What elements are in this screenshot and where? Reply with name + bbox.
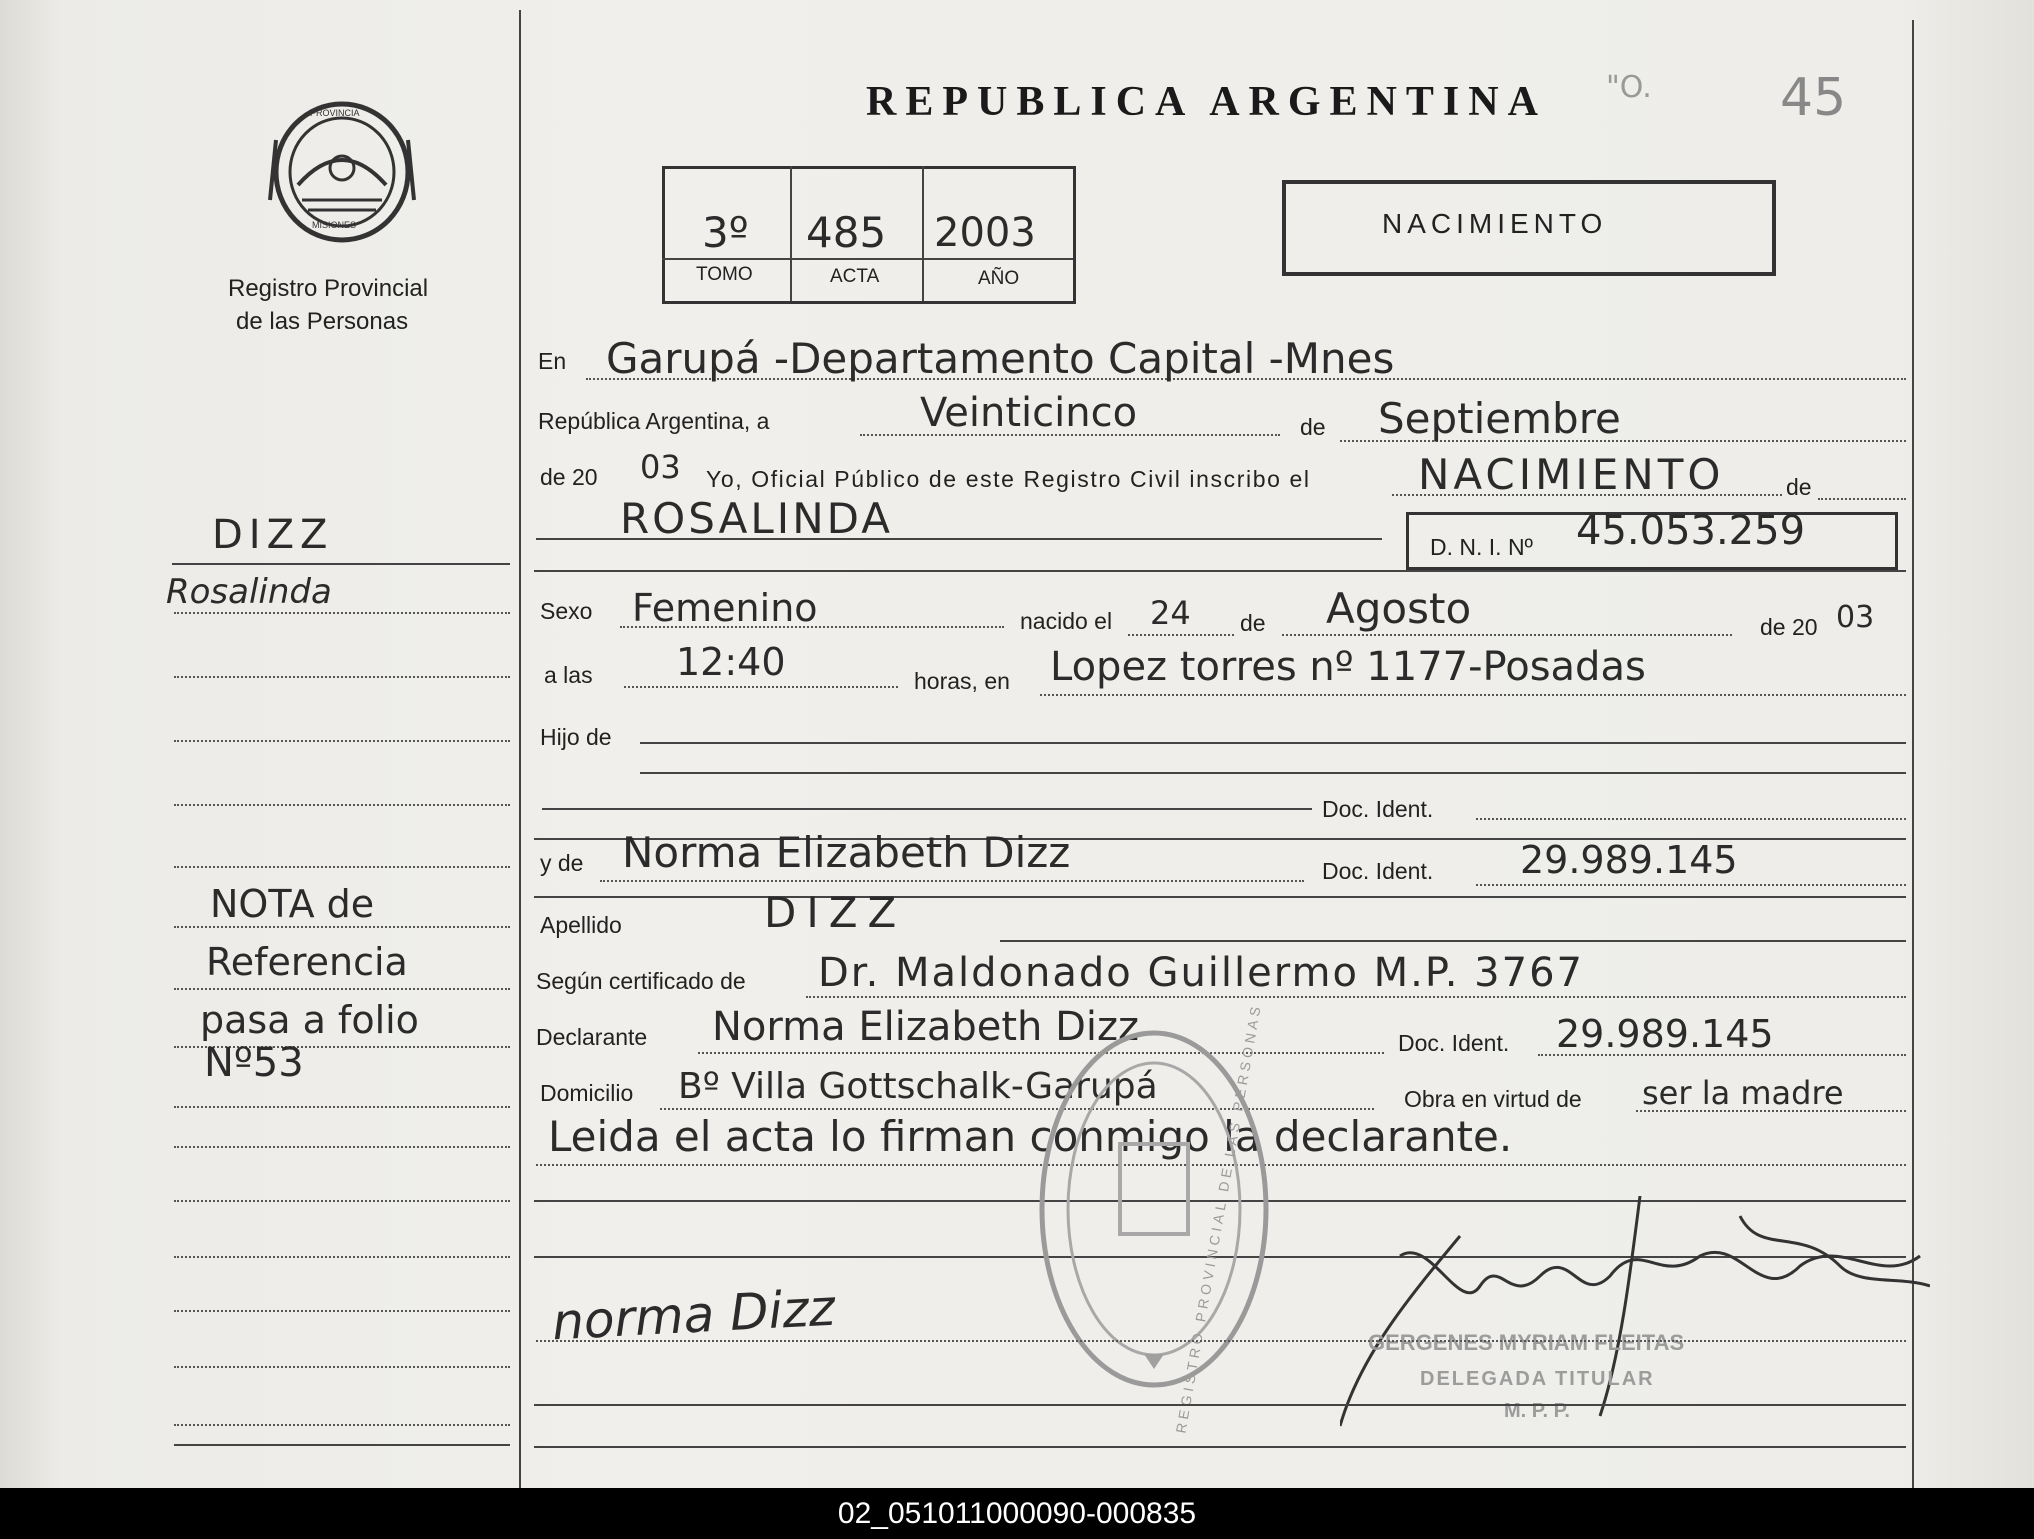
margin-line-16 [174,1424,510,1426]
birth-time: 12:40 [676,640,786,684]
margin-note-line4: Nº53 [204,1040,304,1086]
inscribo-tail-line [1818,498,1906,500]
acta-label: ACTA [830,266,880,287]
registry-name-line2: de las Personas [236,308,409,335]
tomo-label: TOMO [696,264,753,285]
margin-note-line3: pasa a folio [200,998,419,1042]
corner-number: 45 [1780,68,1847,128]
hijo-line-2 [640,772,1906,774]
declarante-label: Declarante [536,1024,648,1050]
margin-line-3 [174,676,510,678]
dni-value: 45.053.259 [1576,508,1806,554]
birth-year: 03 [1836,600,1875,635]
father-doc-line [1476,818,1906,820]
doc-ident-label-2: Doc. Ident. [1322,858,1434,884]
margin-rule-bottom [174,1444,510,1446]
republica-label: República Argentina, a [538,408,770,434]
birth-month-line [1282,634,1732,636]
margin-rule-1 [172,563,510,565]
apellido-value: DIZZ [764,888,907,937]
stamp-name: GERGENES MYRIAM FLEITAS [1368,1330,1685,1355]
sexo-label: Sexo [540,598,593,624]
signature-line-1 [536,1340,1906,1342]
margin-given-name: Rosalinda [166,572,332,612]
margin-surname: DIZZ [212,512,334,558]
margin-line-8 [174,988,510,990]
registered-name: ROSALINDA [620,494,893,543]
declarant-signature: norma Dizz [550,1278,837,1352]
time-line [624,686,898,688]
left-divider [519,10,521,1488]
round-stamp-text: REGISTRO PROVINCIAL DE LAS PERSONAS [1172,1001,1265,1435]
sexo-value: Femenino [632,586,818,630]
margin-line-4 [174,740,510,742]
registration-day: Veinticinco [920,390,1138,436]
seal-top-text: PROVINCIA [310,108,360,118]
birth-year-prefix: de 20 [1760,614,1818,640]
record-box-divider-1 [790,166,792,301]
hijo-label: Hijo de [540,724,612,750]
corner-mark: "O. [1606,70,1652,105]
acta-value: 485 [806,208,887,257]
yde-label: y de [540,850,584,876]
father-line [542,808,1312,810]
registration-month: Septiembre [1378,394,1621,443]
obra-label: Obra en virtud de [1404,1086,1582,1112]
dni-label: D. N. I. Nº [1430,534,1533,560]
official-signature-icon [1340,1196,1930,1436]
de-label-3: de [1240,610,1266,636]
margin-line-6 [174,866,510,868]
file-id-footer: 02_051011000090-000835 [0,1488,2034,1539]
registration-year: 03 [640,448,681,486]
de-label-1: de [1300,414,1326,440]
ano-label: AÑO [978,268,1020,289]
birth-month: Agosto [1326,584,1472,633]
year-prefix: de 20 [540,464,598,490]
birth-day-line [1128,634,1234,636]
margin-line-14 [174,1310,510,1312]
horas-label: horas, en [914,668,1010,694]
domicilio-label: Domicilio [540,1080,634,1106]
en-label: En [538,348,567,374]
mother-line [600,880,1304,882]
margin-line-5 [174,804,510,806]
margin-line-7 [174,926,510,928]
leida-text: Leida el acta lo firman conmigo la declarante. [548,1112,1513,1161]
seal-bottom-text: MISIONES [312,220,357,230]
certificado-label: Según certificado de [536,968,746,994]
stamp-title: DELEGADA TITULAR [1420,1368,1655,1390]
certificado-value: Dr. Maldonado Guillermo M.P. 3767 [818,950,1584,996]
section-rule-3 [534,896,1906,898]
margin-line-11 [174,1146,510,1148]
mother-name: Norma Elizabeth Dizz [622,828,1071,877]
record-box-label-rule [662,258,1073,260]
apellido-label: Apellido [540,912,622,938]
birth-day: 24 [1150,594,1191,632]
tomo-value: 3º [702,208,749,257]
mother-doc-line [1476,884,1906,886]
declarante-name: Norma Elizabeth Dizz [712,1004,1139,1050]
signature-line-2 [534,1404,1906,1406]
mother-doc: 29.989.145 [1520,838,1738,882]
nacido-label: nacido el [1020,608,1113,634]
record-box-divider-2 [922,166,924,301]
place-line [1040,694,1906,696]
margin-line-15 [174,1366,510,1368]
margin-line-12 [174,1200,510,1202]
stamp-reg: M. P. P. [1504,1400,1570,1422]
birth-place: Lopez torres nº 1177-Posadas [1050,644,1646,690]
place-of-registration: Garupá -Departamento Capital -Mnes [606,334,1395,383]
domicilio-value: Bº Villa Gottschalk-Garupá [678,1066,1158,1107]
country-heading: REPUBLICA ARGENTINA [866,79,1547,125]
ano-value: 2003 [934,210,1036,256]
de-label-2: de [1786,474,1812,500]
margin-note-line1: NOTA de [210,882,375,926]
inscribo-value: NACIMIENTO [1418,450,1725,499]
obra-value: ser la madre [1642,1074,1844,1112]
alas-label: a las [544,662,593,688]
doc-ident-label-1: Doc. Ident. [1322,796,1434,822]
oficial-text: Yo, Oficial Público de este Registro Civil inscribo el [706,466,1311,492]
margin-line-13 [174,1256,510,1258]
margin-line-10 [174,1106,510,1108]
registry-name-line1: Registro Provincial [228,275,429,302]
margin-line-2 [174,612,510,614]
signature-line-3 [534,1446,1906,1448]
declarante-doc: 29.989.145 [1556,1012,1774,1056]
doc-ident-label-3: Doc. Ident. [1398,1030,1510,1056]
certificado-line [806,996,1906,998]
margin-note-line2: Referencia [206,940,408,984]
hijo-line-1 [640,742,1906,744]
section-rule-1 [534,570,1906,572]
record-type-label: NACIMIENTO [1382,208,1608,239]
apellido-line [1000,940,1906,942]
